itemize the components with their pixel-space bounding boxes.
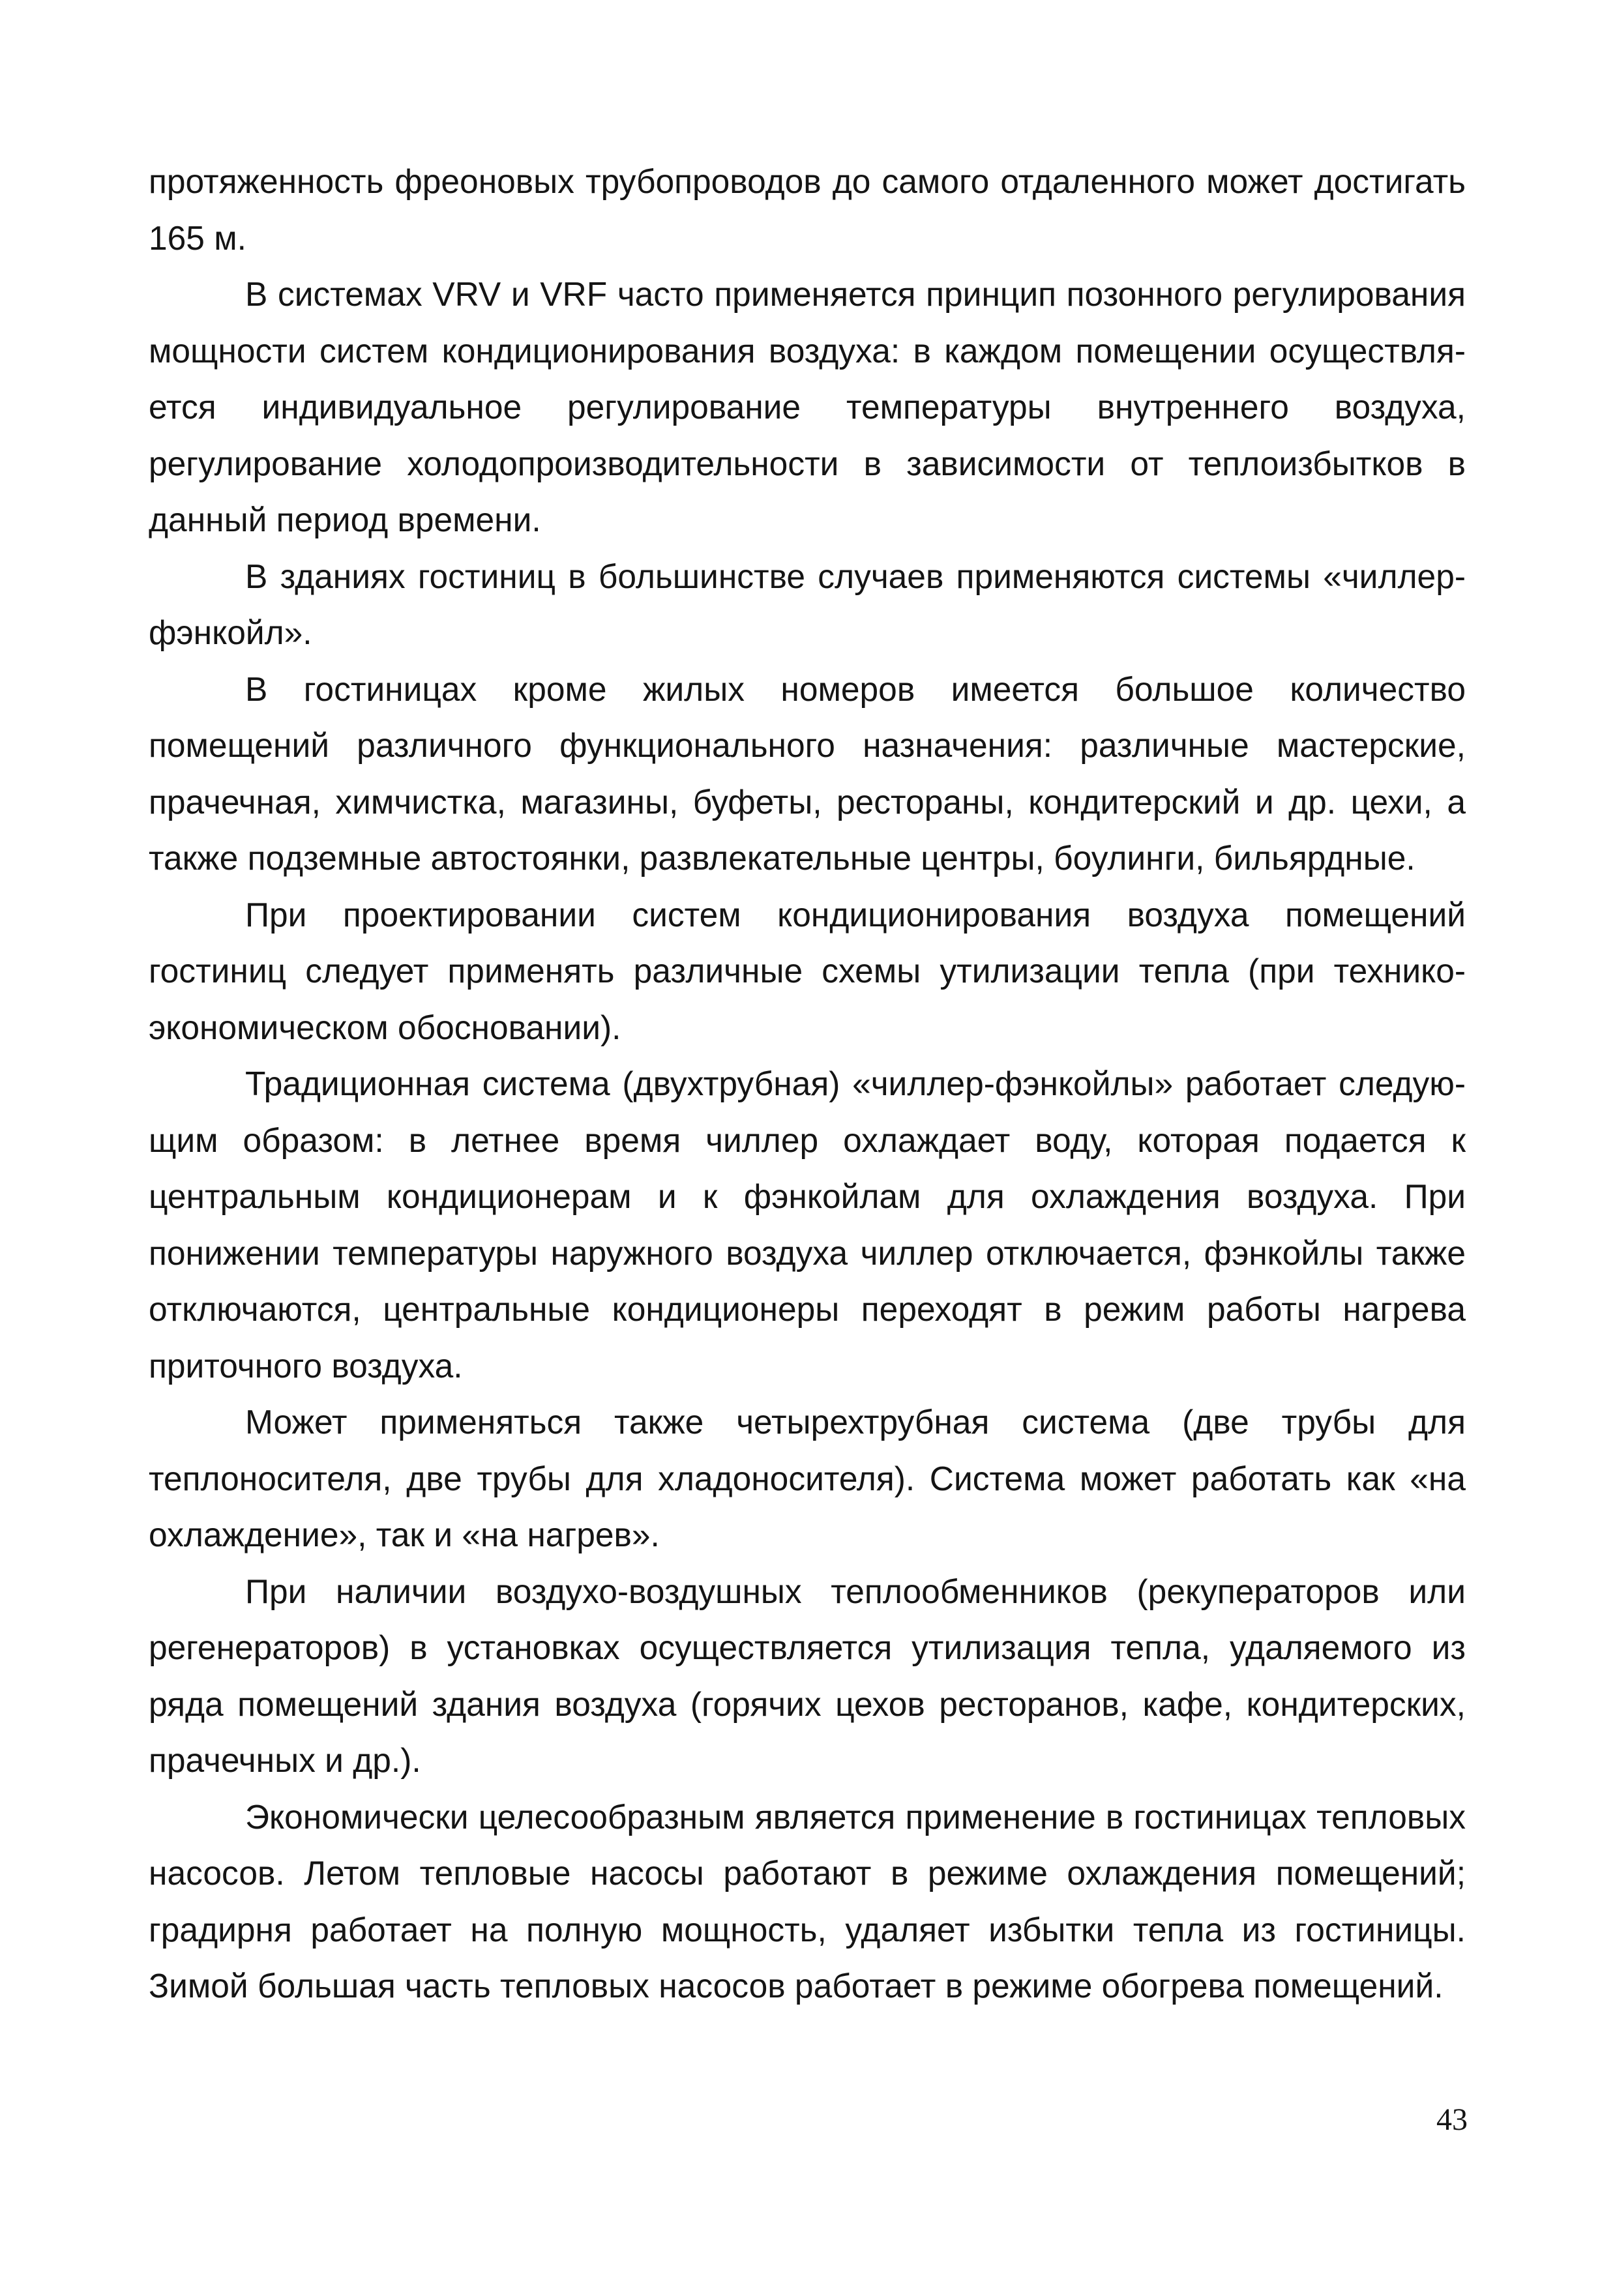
paragraph-two-pipe-system: Традиционная система (двухтрубная) «чиллер-фэнкойлы» работает следующим образом: в летнее время чиллер охлаждает воду, которая подается к центральным кондиционерам и к фэнкойлам для охлаждения воздуха. При понижении температуры наружного воздуха чиллер отключается, фэнкойлы также отключаются, центральные кондиционеры переходят в режим работы нагрева приточного воздуха. xyxy=(149,1065,1466,1385)
paragraph-hotel-chiller-fancoil: В зданиях гостиниц в большинстве случаев применяются системы «чиллер-фэнкойл». xyxy=(149,557,1466,651)
paragraph-hotel-premises: В гостиницах кроме жилых номеров имеется большое количество помещений различного функционального назначения: различные мастерские, прачечная, химчистка, магазины, буфеты, рестораны, кондитерский и др. цехи, а также подземные автостоянки, развлекательные центры, боулинги, бильярдные. xyxy=(149,670,1466,877)
page-body-text xyxy=(149,153,1466,2014)
paragraph-air-heat-exchangers: При наличии воздухо-воздушных теплообменников (рекуператоров или регенераторов) в установках осуществляется утилизация тепла, удаляемого из ряда помещений здания воздуха (горячих цехов ресторанов, кафе, кондитерских, прачечных и др.). xyxy=(149,1572,1466,1779)
page-number: 43 xyxy=(1436,2102,1468,2137)
paragraph-heat-recovery: При проектировании систем кондиционирования воздуха помещений гостиниц следует применять различные схемы утилизации тепла (при технико-экономическом обосновании). xyxy=(149,895,1466,1046)
paragraph-continued: протяженность фреоновых трубопроводов до самого отдаленного может достигать 165 м. xyxy=(149,162,1466,257)
paragraph-vrv-vrf-zoning: В системах VRV и VRF часто применяется принцип позонного регулирования мощности систем кондиционирования воздуха: в каждом помещении осуществляется индивидуальное регулирование температуры внутреннего воздуха, регулирование холодопроизводительности в зависимости от теплоизбытков в данный период времени. xyxy=(149,275,1466,538)
paragraph-heat-pumps: Экономически целесообразным является применение в гостиницах тепловых насосов. Летом тепловые насосы работают в режиме охлаждения помещений; градирня работает на полную мощность, удаляет избытки тепла из гостиницы. Зимой большая часть тепловых насосов работает в режиме обогрева помещений. xyxy=(149,1797,1466,2005)
paragraph-four-pipe-system: Может применяться также четырехтрубная система (две трубы для теплоносителя, две трубы для хладоносителя). Система может работать как «на охлаждение», так и «на нагрев». xyxy=(149,1403,1466,1553)
